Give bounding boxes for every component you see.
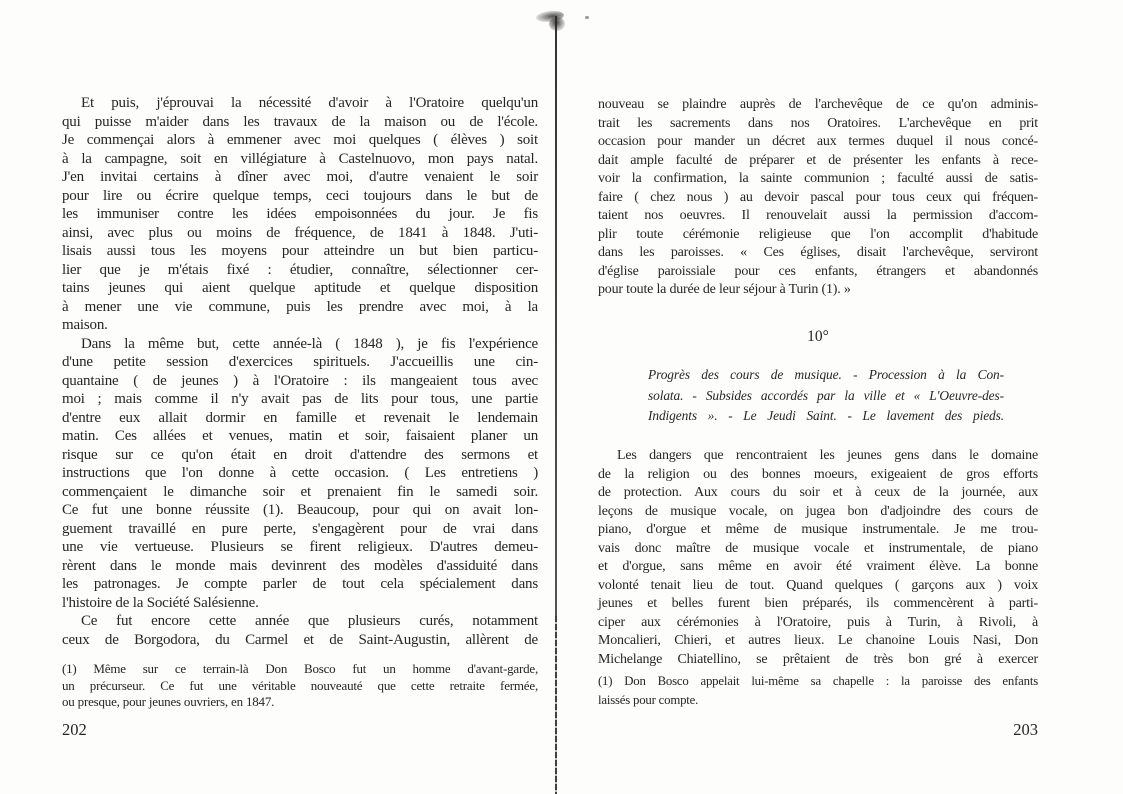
- text-line: Ce fut encore cette année que plusieurs curés, notamment: [81, 613, 538, 629]
- text-line: d'entre eux allait dormir en famille et revenait le lendemain: [62, 409, 538, 426]
- text-line: et d'orgue, sans même en avoir été vraiment élève. La bonne: [598, 559, 1038, 574]
- page-right: [598, 0, 1038, 794]
- page-left: [62, 0, 538, 794]
- text-line: solata. - Subsides accordés par la ville et « L'Oeuvre-des-: [648, 387, 1004, 403]
- text-line: ou presque, pour jeunes ouvriers, en 1847.: [62, 694, 275, 710]
- text-line: plir toute cérémonie religieuse que l'on accomplit d'habitude: [598, 226, 1038, 242]
- text-line: de protection. Aux cours du soir et à ceux de la journée, aux: [598, 485, 1038, 500]
- text-line: guement travaillé en pure perte, s'engagèrent pour de vrai dans: [62, 520, 538, 537]
- text-line: ciper aux cérémonies à l'Oratoire, puis à Turin, à Rivoli, à: [598, 614, 1038, 630]
- text-line: de la religion ou des bonnes moeurs, exigeaient de gros efforts: [598, 466, 1038, 482]
- paragraph-continuation: [598, 96, 1038, 300]
- text-line: voir la confirmation, la sainte communion ; faculté aussi de satis-: [598, 171, 1038, 186]
- text-line: l'histoire de la Société Salésienne.: [62, 594, 259, 611]
- text-line: Moncalieri, Chieri, et autres lieux. Le chanoine Louis Nasi, Don: [598, 633, 1038, 648]
- binding-gutter-line-dashed: [555, 616, 557, 794]
- binding-smudge: [549, 17, 565, 31]
- text-line: lier que je m'étais fixé : étudier, connaître, sélectionner cer-: [62, 261, 538, 278]
- page-number: 203: [1013, 720, 1038, 739]
- text-line: Michelange Chiatellino, se prêtaient de très bon gré à exercer: [598, 651, 1038, 667]
- footnote: [598, 672, 1038, 709]
- text-line: un précurseur. Ce fut une véritable nouveauté que cette retraite fermée,: [62, 677, 538, 693]
- text-line: J'en invitai certains à dîner avec moi, d'autre venaient le soir: [62, 169, 538, 185]
- paragraph: [62, 94, 538, 335]
- text-line: une vie vertueuse. Plusieurs se firent religieux. D'autres demeu-: [62, 539, 538, 555]
- text-line: quantaine ( de jeunes ) à l'Oratoire : ils mangeaient tous avec: [62, 372, 538, 389]
- text-line: Ce fut une bonne réussite (1). Beaucoup, pour qui on avait lon-: [62, 502, 538, 518]
- text-line: ceux de Borgodora, du Carmel et de Saint-Augustin, allèrent de: [62, 631, 538, 648]
- text-line: pour lire ou écrire quelque temps, ceci toujours dans le but de: [62, 187, 538, 204]
- text-line: vais donc maître de musique vocale et instrumentale, de piano: [598, 540, 1038, 556]
- text-line: les immuniser contre les idées empoisonnées du jour. Je fis: [62, 206, 538, 222]
- text-line: à la campagne, soit en villégiature à Castelnuovo, mon pays natal.: [62, 150, 538, 167]
- scan-speck: [585, 16, 589, 19]
- text-line: instructions que l'on donne à cette occasion. ( Les entretiens ): [62, 465, 538, 481]
- text-line: piano, d'orgue et même de musique instrumentale. Je me trou-: [598, 522, 1038, 537]
- text-line: d'église paroissiale pour ces enfants, étrangers et abandonnés: [598, 263, 1038, 279]
- text-line: commençaient le dimanche soir et prenaient fin le samedi soir.: [62, 483, 538, 500]
- text-line: qui puisse m'aider dans les travaux de la maison ou de l'école.: [62, 113, 538, 130]
- text-line: jeunes et belles furent bien préparés, ils commencèrent à parti-: [598, 596, 1038, 611]
- binding-gutter-line: [555, 16, 557, 616]
- paragraph: [62, 335, 538, 613]
- paragraph: [62, 612, 538, 649]
- text-line: risque sur ce qu'on était en droit d'attendre des sermons et: [62, 446, 538, 463]
- text-line: occasion pour mander un décret aux termes duquel il nous concé-: [598, 134, 1038, 149]
- text-line: Indigents ». - Le Jeudi Saint. - Le lavement des pieds.: [648, 408, 1004, 424]
- text-line: maison.: [62, 317, 108, 333]
- text-line: dans les paroisses. « Ces églises, disait l'archevêque, serviront: [598, 245, 1038, 260]
- left-page-body: [62, 94, 538, 649]
- page-number: 202: [62, 720, 87, 739]
- text-line: matin. Ces allées et venues, matin et soir, faisaient planer un: [62, 428, 538, 444]
- footnote: [62, 661, 538, 711]
- text-line: à mener une vie commune, puis les prendre avec moi, à la: [62, 298, 538, 315]
- text-line: dait ample faculté de préparer et de présenter les enfants à rece-: [598, 152, 1038, 168]
- paragraph: [598, 447, 1038, 669]
- text-line: tains jeunes qui aient quelque aptitude et quelque disposition: [62, 280, 538, 296]
- text-line: rèrent dans le monde mais devinrent des modèles d'assiduité dans: [62, 557, 538, 574]
- text-line: nouveau se plaindre auprès de l'archevêque de ce qu'on adminis-: [598, 97, 1038, 112]
- text-line: Progrès des cours de musique. - Procession à la Con-: [648, 367, 1004, 382]
- text-line: Dans la même but, cette année-là ( 1848 ), je fis l'expérience: [81, 335, 538, 352]
- text-line: ainsi, avec plus ou moins de fréquence, de 1841 à 1848. J'uti-: [62, 224, 538, 241]
- text-line: leçons de musique vocale, on jugea bon d'adjoindre des cours de: [598, 503, 1038, 519]
- text-line: (1) Don Bosco appelait lui-même sa chapelle : la paroisse des enfants: [598, 674, 1038, 688]
- text-line: Et puis, j'éprouvai la nécessité d'avoir à l'Oratoire quelqu'un: [81, 95, 538, 111]
- text-line: trait les sacrements dans nos Oratoires. L'archevêque en prit: [598, 115, 1038, 131]
- text-line: faire ( chez nous ) au devoir pascal pour tous ceux qui fréquen-: [598, 189, 1038, 205]
- text-line: laissés pour compte.: [598, 692, 699, 707]
- text-line: taient nos oeuvres. Il renouvelait aussi la permission d'accom-: [598, 208, 1038, 223]
- text-line: Je commençai alors à emmener avec moi quelques ( élèves ) soit: [62, 132, 538, 148]
- text-line: moi ; mais comme il n'y avait pas de lits pour tous, une partie: [62, 391, 538, 407]
- text-line: lisais aussi tous les moyens pour atteindre un but bien particu-: [62, 243, 538, 259]
- section-subtitle: [598, 365, 1038, 427]
- text-line: volonté tenait lieu de tout. Quand quelques ( garçons aux ) voix: [598, 577, 1038, 593]
- text-line: d'une petite session d'exercices spirituels. J'accueillis une cin-: [62, 354, 538, 370]
- text-line: Les dangers que rencontraient les jeunes gens dans le domaine: [617, 448, 1038, 463]
- section-heading: 10°: [807, 328, 829, 345]
- text-line: pour toute la durée de leur séjour à Turin (1). »: [598, 282, 851, 297]
- text-line: les patronages. Je compte parler de tout cela spécialement dans: [62, 576, 538, 592]
- text-line: (1) Même sur ce terrain-là Don Bosco fut un homme d'avant-garde,: [62, 661, 538, 676]
